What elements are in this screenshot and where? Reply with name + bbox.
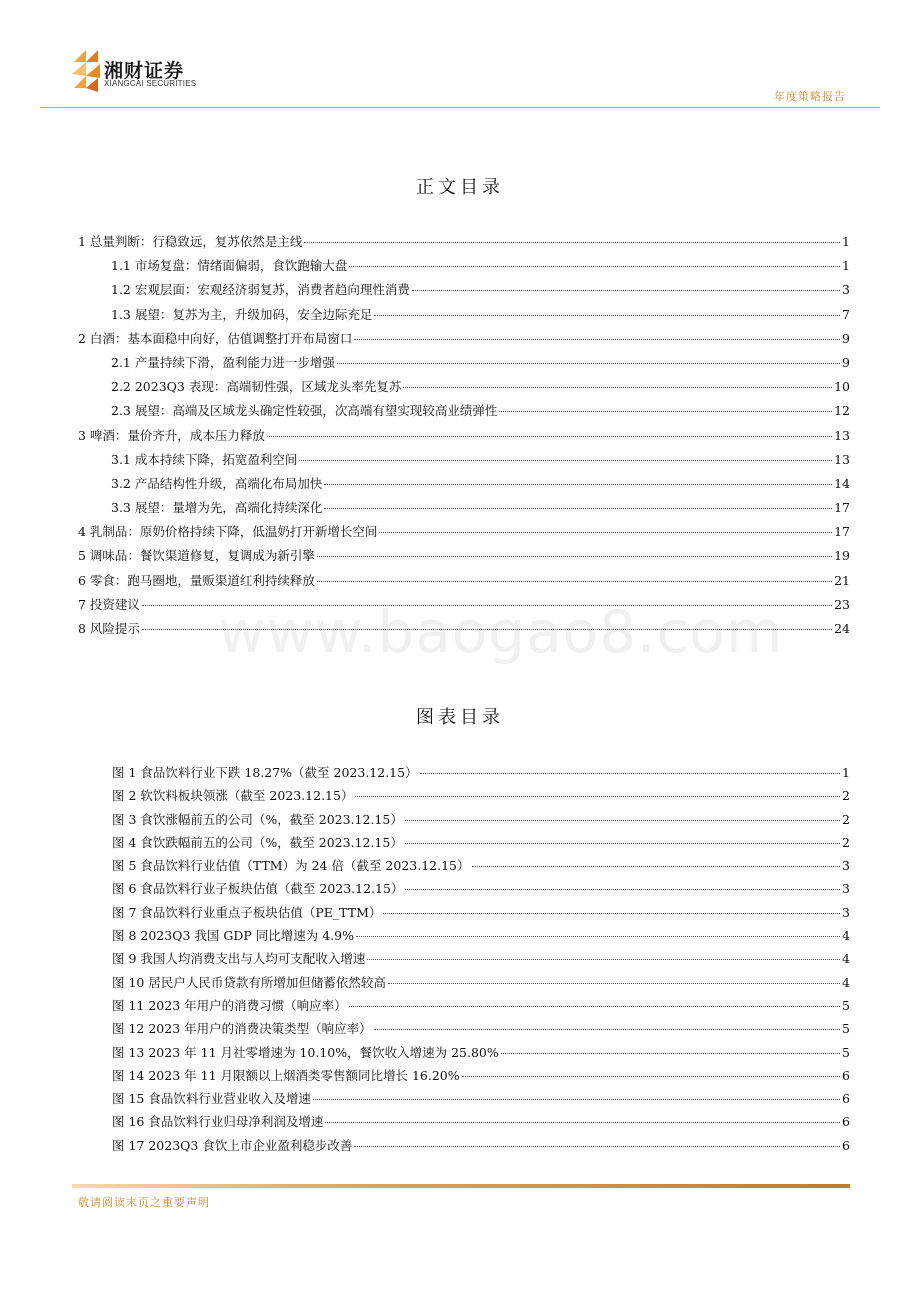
dot-leader (337, 363, 840, 364)
toc-entry[interactable] (78, 353, 850, 377)
header-divider (40, 107, 880, 108)
footer-divider (72, 1184, 850, 1188)
figure-entry[interactable] (112, 763, 850, 786)
figure-entry[interactable] (112, 1043, 850, 1066)
figure-entry-page: 6 (842, 1137, 850, 1153)
toc-entry-page: 10 (834, 379, 850, 395)
toc-entry[interactable] (78, 522, 850, 546)
dot-leader (142, 629, 832, 630)
watermark: www.baogao8.com (218, 598, 784, 666)
figure-entry-title: 图 6 食品饮料行业子板块估值（截至 2023.12.15） (112, 881, 404, 897)
toc-entry-page: 1 (842, 234, 850, 249)
figure-entry[interactable] (112, 996, 850, 1019)
toc-entry-title: 1.3 展望：复苏为主，升级加码，安全边际充足 (111, 306, 373, 322)
figure-entry-page: 2 (842, 834, 850, 850)
toc-entry[interactable] (78, 305, 850, 329)
figure-entry[interactable] (112, 1089, 850, 1112)
dot-leader (317, 556, 832, 557)
dot-leader (379, 532, 832, 533)
figure-entry-page: 5 (842, 997, 850, 1013)
toc-entry-page: 1 (842, 258, 850, 274)
toc-entry-title: 1.2 宏观层面：宏观经济弱复苏，消费者趋向理性消费 (111, 282, 410, 298)
toc-entry[interactable] (78, 595, 850, 619)
dot-leader (499, 411, 832, 412)
toc-entry[interactable] (78, 546, 850, 570)
figure-entry[interactable] (112, 810, 850, 833)
figure-entry-page: 5 (842, 1044, 850, 1060)
figure-entry-page: 6 (842, 1091, 850, 1107)
toc-entry-page: 7 (842, 306, 850, 322)
dot-leader (388, 983, 840, 984)
figure-entry[interactable] (112, 1066, 850, 1089)
toc-entry-page: 9 (842, 330, 850, 346)
toc-entry-title: 2.2 2023Q3 表现：高端韧性强，区域龙头率先复苏 (111, 379, 402, 395)
toc-entry-page: 17 (834, 524, 850, 540)
figure-entry[interactable] (112, 1019, 850, 1042)
figure-entry[interactable] (112, 1112, 850, 1135)
figure-entry-title: 图 14 2023 年 11 月限额以上烟酒类零售额同比增长 16.20% (112, 1067, 460, 1083)
toc-entry-page: 13 (834, 451, 850, 467)
figure-entry-page: 5 (842, 1021, 850, 1037)
dot-leader (317, 581, 832, 582)
dot-leader (472, 866, 841, 867)
toc-entry[interactable] (78, 498, 850, 522)
logo-name-en: XIANGCAI SECURITIES (104, 79, 197, 88)
figure-entry-title: 图 12 2023 年用户的消费决策类型（响应率） (112, 1021, 372, 1037)
figure-entry-title: 图 9 我国人均消费支出与人均可支配收入增速 (112, 951, 366, 967)
figure-entry-page: 4 (842, 951, 850, 967)
figure-entry[interactable] (112, 856, 850, 879)
toc-entry[interactable] (78, 256, 850, 280)
toc-title: 正文目录 (416, 177, 504, 198)
toc-entry[interactable] (78, 280, 850, 304)
figure-entry-page: 6 (842, 1067, 850, 1083)
dot-leader (325, 1122, 840, 1123)
dot-leader (405, 820, 840, 821)
figure-entry[interactable] (112, 1136, 850, 1159)
figure-entry-title: 图 3 食饮涨幅前五的公司（%，截至 2023.12.15） (112, 811, 403, 827)
figure-entry-title: 图 7 食品饮料行业重点子板块估值（PE_TTM） (112, 904, 382, 920)
figure-entry-page: 3 (842, 904, 850, 920)
toc-entry-title: 5 调味品：餐饮渠道修复，复调成为新引擎 (78, 548, 315, 564)
toc-entry[interactable] (78, 450, 850, 474)
figure-entry-title: 图 10 居民户人民币贷款有所增加但储蓄依然较高 (112, 974, 386, 990)
figure-entry-page: 3 (842, 881, 850, 897)
dot-leader (405, 843, 840, 844)
toc-entry-page: 19 (834, 548, 850, 564)
dot-leader (462, 1076, 840, 1077)
toc-entry-page: 24 (834, 621, 850, 636)
figure-entry-page: 3 (842, 858, 850, 874)
report-type-label: 年度策略报告 (774, 90, 846, 103)
figure-entry-page: 1 (842, 765, 850, 780)
figure-entry-title: 图 11 2023 年用户的消费习惯（响应率） (112, 997, 347, 1013)
toc-entry-page: 14 (834, 475, 850, 491)
figure-entry-title: 图 17 2023Q3 食饮上市企业盈利稳步改善 (112, 1137, 353, 1153)
dot-leader (420, 773, 840, 774)
dot-leader (349, 1006, 840, 1007)
toc-entry-title: 3 啤酒：量价齐升，成本压力释放 (78, 427, 265, 443)
dot-leader (304, 242, 840, 243)
dot-leader (349, 266, 840, 267)
dot-leader (142, 605, 832, 606)
figure-entry-page: 2 (842, 811, 850, 827)
figure-entry[interactable] (112, 949, 850, 972)
figure-entry-page: 2 (842, 788, 850, 804)
figure-entry-title: 图 5 食品饮料行业估值（TTM）为 24 倍（截至 2023.12.15） (112, 858, 470, 874)
toc-entry-page: 21 (834, 572, 850, 588)
figure-entry-title: 图 16 食品饮料行业归母净利润及增速 (112, 1114, 324, 1130)
figure-entry-title: 图 13 2023 年 11 月社零增速为 10.10%，餐饮收入增速为 25.80% (112, 1044, 499, 1060)
footer-disclaimer: 敬请阅读末页之重要声明 (78, 1196, 210, 1209)
dot-leader (356, 936, 840, 937)
toc-entry[interactable] (78, 401, 850, 425)
figure-entry[interactable] (112, 973, 850, 996)
dot-leader (405, 889, 840, 890)
figure-entry[interactable] (112, 786, 850, 809)
dot-leader (501, 1053, 840, 1054)
toc-entry-page: 17 (834, 500, 850, 516)
dot-leader (383, 913, 840, 914)
dot-leader (412, 290, 840, 291)
toc-entry-page: 13 (834, 427, 850, 443)
toc-entry[interactable] (78, 619, 850, 643)
toc-entry-title: 6 零食：跑马圈地，量贩渠道红利持续释放 (78, 572, 315, 588)
toc-entry-title: 8 风险提示 (78, 621, 140, 636)
dot-leader (367, 959, 840, 960)
figure-list (112, 763, 850, 1159)
figure-entry-title: 图 8 2023Q3 我国 GDP 同比增速为 4.9% (112, 928, 354, 944)
toc-entry[interactable] (78, 329, 850, 353)
xiangcai-logo-icon (70, 48, 102, 102)
figure-entry[interactable] (112, 926, 850, 949)
toc-entry-title: 1 总量判断：行稳致远，复苏依然是主线 (78, 234, 303, 249)
figure-entry[interactable] (112, 833, 850, 856)
dot-leader (374, 315, 840, 316)
dot-leader (354, 1146, 840, 1147)
dot-leader (324, 484, 832, 485)
toc-entry-page: 12 (834, 403, 850, 419)
toc-entry-title: 2.1 产量持续下滑，盈利能力进一步增强 (111, 354, 335, 370)
dot-leader (374, 1029, 840, 1030)
toc-entry-page: 9 (842, 354, 850, 370)
toc-entry-title: 2 白酒：基本面稳中向好，估值调整打开布局窗口 (78, 330, 353, 346)
toc-entry-title: 1.1 市场复盘：情绪面偏弱，食饮跑输大盘 (111, 258, 348, 274)
dot-leader (355, 796, 840, 797)
figure-entry-page: 4 (842, 974, 850, 990)
toc-entry-title: 7 投资建议 (78, 596, 140, 612)
figure-entry-title: 图 15 食品饮料行业营业收入及增速 (112, 1091, 311, 1107)
figure-entry[interactable] (112, 903, 850, 926)
dot-leader (403, 387, 832, 388)
figure-entry-title: 图 4 食饮跌幅前五的公司（%，截至 2023.12.15） (112, 834, 403, 850)
logo-name-cn: 湘财证券 (104, 60, 185, 82)
figure-entry[interactable] (112, 879, 850, 902)
toc-entry-title: 3.1 成本持续下降，拓宽盈利空间 (111, 451, 298, 467)
figure-list-title: 图表目录 (416, 707, 504, 728)
figure-entry-page: 6 (842, 1114, 850, 1130)
dot-leader (313, 1099, 840, 1100)
dot-leader (299, 460, 832, 461)
toc-entry-title: 2.3 展望：高端及区域龙头确定性较强，次高端有望实现较高业绩弹性 (111, 403, 498, 419)
toc-entry-title: 4 乳制品：原奶价格持续下降，低温奶打开新增长空间 (78, 524, 378, 540)
dot-leader (267, 436, 832, 437)
toc-entry-title: 3.2 产品结构性升级，高端化布局加快 (111, 475, 323, 491)
dot-leader (324, 508, 832, 509)
toc-entry-title: 3.3 展望：量增为先，高端化持续深化 (111, 500, 323, 516)
figure-entry-title: 图 1 食品饮料行业下跌 18.27%（截至 2023.12.15） (112, 765, 418, 780)
toc-entry[interactable] (78, 232, 850, 256)
toc-entry-page: 23 (834, 596, 850, 612)
dot-leader (354, 339, 840, 340)
figure-entry-page: 4 (842, 928, 850, 944)
figure-entry-title: 图 2 软饮料板块领涨（截至 2023.12.15） (112, 788, 354, 804)
toc-entry[interactable] (78, 571, 850, 595)
toc-entry[interactable] (78, 426, 850, 450)
toc-entry[interactable] (78, 377, 850, 401)
toc-entry[interactable] (78, 474, 850, 498)
table-of-contents (78, 232, 850, 643)
toc-entry-page: 3 (842, 282, 850, 298)
